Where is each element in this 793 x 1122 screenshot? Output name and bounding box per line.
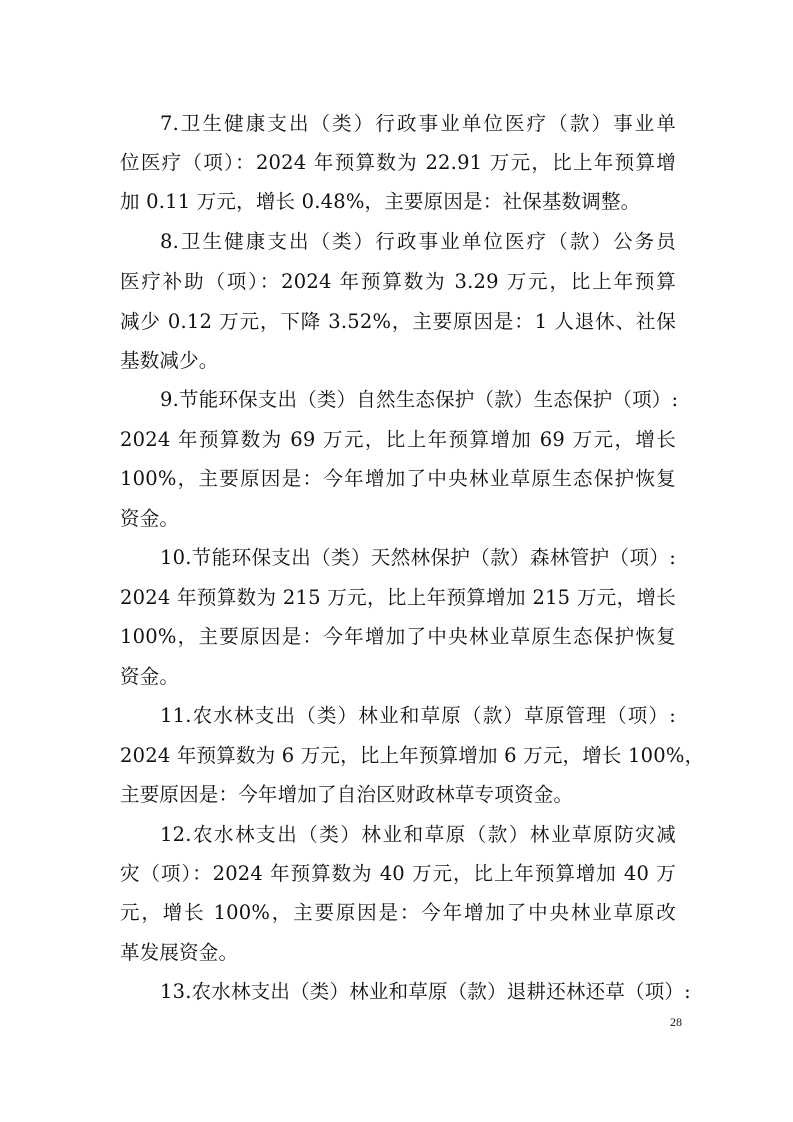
text-line: 11.农水林支出（类）林业和草原（款）草原管理（项）: bbox=[160, 704, 676, 727]
text-line: 主要原因是：今年增加了自治区财政林草专项资金。 bbox=[120, 783, 574, 806]
text-line: 9.节能环保支出（类）自然生态保护（款）生态保护（项）: bbox=[160, 388, 679, 411]
text-line: 医疗补助（项）：2024 年预算数为 3.29 万元，比上年预算 bbox=[120, 270, 676, 293]
text-line: 元，增长 100%，主要原因是：今年增加了中央林业草原改 bbox=[120, 901, 676, 924]
text-line: 资金。 bbox=[120, 665, 180, 688]
text-line: 12.农水林支出（类）林业和草原（款）林业草原防灾减 bbox=[160, 823, 676, 846]
page-number: 28 bbox=[670, 1015, 682, 1029]
text-line: 灾（项）：2024 年预算数为 40 万元，比上年预算增加 40 万 bbox=[120, 862, 676, 885]
text-line: 革发展资金。 bbox=[120, 941, 239, 964]
text-line: 2024 年预算数为 215 万元，比上年预算增加 215 万元，增长 bbox=[120, 586, 676, 609]
text-line: 2024 年预算数为 69 万元，比上年预算增加 69 万元，增长 bbox=[120, 428, 676, 451]
text-line: 100%，主要原因是：今年增加了中央林业草原生态保护恢复 bbox=[120, 625, 676, 648]
text-line: 13.农水林支出（类）林业和草原（款）退耕还林还草（项）: bbox=[160, 980, 691, 1003]
text-line: 基数减少。 bbox=[120, 349, 219, 372]
text-line: 位医疗（项）：2024 年预算数为 22.91 万元，比上年预算增 bbox=[120, 151, 676, 174]
text-line: 减少 0.12 万元，下降 3.52%，主要原因是：1 人退休、社保 bbox=[120, 310, 676, 333]
text-line: 加 0.11 万元，增长 0.48%，主要原因是：社保基数调整。 bbox=[120, 190, 641, 213]
text-line: 7.卫生健康支出（类）行政事业单位医疗（款）事业单 bbox=[160, 112, 676, 135]
text-line: 资金。 bbox=[120, 507, 180, 530]
text-line: 10.节能环保支出（类）天然林保护（款）森林管护（项）: bbox=[160, 546, 676, 569]
text-line: 2024 年预算数为 6 万元，比上年预算增加 6 万元，增长 100%， bbox=[120, 744, 705, 767]
text-line: 100%，主要原因是：今年增加了中央林业草原生态保护恢复 bbox=[120, 467, 676, 490]
text-line: 8.卫生健康支出（类）行政事业单位医疗（款）公务员 bbox=[160, 230, 676, 253]
